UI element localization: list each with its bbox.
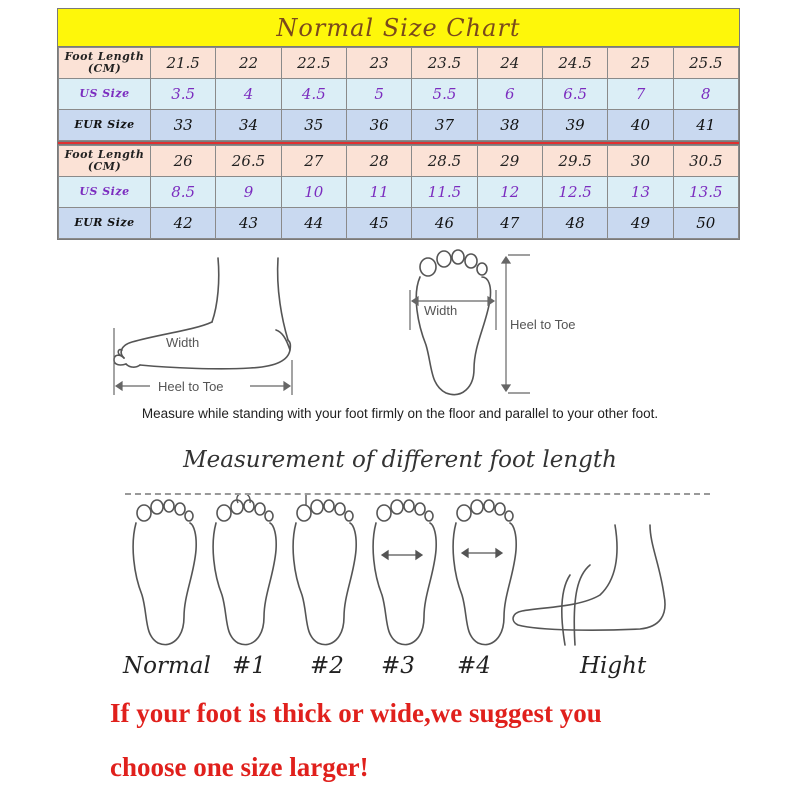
- table-cell: 35: [281, 110, 346, 141]
- foot-type-1-icon: [213, 495, 276, 645]
- table-cell: 5.5: [412, 79, 477, 110]
- table-cell: 24: [477, 48, 542, 79]
- measure-instruction: Measure while standing with your foot firmly on the floor and parallel to your other foot.: [141, 406, 659, 421]
- table-cell: 7: [608, 79, 673, 110]
- side-view-foot-diagram: [100, 250, 320, 400]
- table-cell: 39: [542, 110, 607, 141]
- top-foot-icon: [400, 245, 600, 400]
- table-cell: 38: [477, 110, 542, 141]
- foot-types-icons: [0, 495, 800, 655]
- size-grid-group-1: [58, 47, 739, 141]
- table-cell: 48: [542, 208, 607, 239]
- foot-label-high: Hight: [580, 653, 647, 679]
- table-cell: 25: [608, 48, 673, 79]
- table-cell: 10: [281, 177, 346, 208]
- row-label-us-size: US Size: [59, 177, 151, 208]
- table-row-us-size: [59, 177, 739, 208]
- table-row-eur-size: [59, 110, 739, 141]
- row-label-us-size: US Size: [59, 79, 151, 110]
- table-cell: 46: [412, 208, 477, 239]
- foot-type-3-icon: [373, 500, 436, 645]
- table-cell: 3.5: [151, 79, 216, 110]
- table-cell: 4.5: [281, 79, 346, 110]
- heel-to-toe-label: Heel to Toe: [510, 317, 576, 332]
- table-cell: 44: [281, 208, 346, 239]
- width-label: Width: [424, 303, 458, 318]
- table-cell: 21.5: [151, 48, 216, 79]
- table-cell: 36: [346, 110, 411, 141]
- table-cell: 12.5: [542, 177, 607, 208]
- table-cell: 30.5: [673, 146, 738, 177]
- table-cell: 43: [216, 208, 281, 239]
- foot-label-3: #3: [381, 653, 415, 679]
- table-cell: 50: [673, 208, 738, 239]
- table-cell: 28: [346, 146, 411, 177]
- table-cell: 29.5: [542, 146, 607, 177]
- table-cell: 23.5: [412, 48, 477, 79]
- foot-type-4-icon: [453, 500, 516, 645]
- table-cell: 28.5: [412, 146, 477, 177]
- foot-types-title: Measurement of different foot length: [183, 447, 617, 473]
- table-cell: 30: [608, 146, 673, 177]
- foot-type-2-icon: [293, 495, 356, 645]
- foot-types-diagram: [0, 495, 800, 655]
- table-cell: 11.5: [412, 177, 477, 208]
- size-chart-title: Normal Size Chart: [58, 9, 739, 47]
- table-row-foot-length: [59, 146, 739, 177]
- table-cell: 6: [477, 79, 542, 110]
- side-foot-icon: [100, 250, 320, 400]
- table-cell: 45: [346, 208, 411, 239]
- table-cell: 4: [216, 79, 281, 110]
- table-cell: 37: [412, 110, 477, 141]
- foot-label-normal: Normal: [123, 653, 211, 679]
- table-cell: 6.5: [542, 79, 607, 110]
- table-cell: 41: [673, 110, 738, 141]
- table-cell: 5: [346, 79, 411, 110]
- table-cell: 26.5: [216, 146, 281, 177]
- top-view-foot-diagram: [400, 245, 600, 400]
- table-cell: 22.5: [281, 48, 346, 79]
- table-cell: 42: [151, 208, 216, 239]
- foot-label-1: #1: [232, 653, 266, 679]
- table-cell: 13.5: [673, 177, 738, 208]
- table-cell: 8: [673, 79, 738, 110]
- row-label-foot-length: Foot Length (CM): [59, 48, 151, 79]
- size-grid-group-2: [58, 145, 739, 239]
- foot-label-4: #4: [457, 653, 491, 679]
- table-cell: 24.5: [542, 48, 607, 79]
- table-cell: 25.5: [673, 48, 738, 79]
- table-cell: 8.5: [151, 177, 216, 208]
- table-cell: 34: [216, 110, 281, 141]
- table-cell: 11: [346, 177, 411, 208]
- table-cell: 13: [608, 177, 673, 208]
- row-label-eur-size: EUR Size: [59, 110, 151, 141]
- size-chart-table: [57, 8, 740, 240]
- table-cell: 26: [151, 146, 216, 177]
- table-cell: 22: [216, 48, 281, 79]
- table-cell: 12: [477, 177, 542, 208]
- table-row-foot-length: [59, 48, 739, 79]
- table-cell: 33: [151, 110, 216, 141]
- table-row-us-size: [59, 79, 739, 110]
- row-label-eur-size: EUR Size: [59, 208, 151, 239]
- table-cell: 29: [477, 146, 542, 177]
- table-row-eur-size: [59, 208, 739, 239]
- table-cell: 47: [477, 208, 542, 239]
- width-label: Width: [166, 335, 200, 350]
- advice-line-1: If your foot is thick or wide,we suggest you: [110, 698, 602, 728]
- advice-line-2: choose one size larger!: [110, 752, 369, 782]
- foot-normal-icon: [133, 500, 196, 645]
- table-cell: 40: [608, 110, 673, 141]
- table-cell: 9: [216, 177, 281, 208]
- foot-high-instep-icon: [513, 525, 665, 645]
- table-cell: 27: [281, 146, 346, 177]
- heel-to-toe-label: Heel to Toe: [158, 379, 224, 394]
- row-label-foot-length: Foot Length (CM): [59, 146, 151, 177]
- table-cell: 49: [608, 208, 673, 239]
- table-cell: 23: [346, 48, 411, 79]
- foot-label-2: #2: [310, 653, 344, 679]
